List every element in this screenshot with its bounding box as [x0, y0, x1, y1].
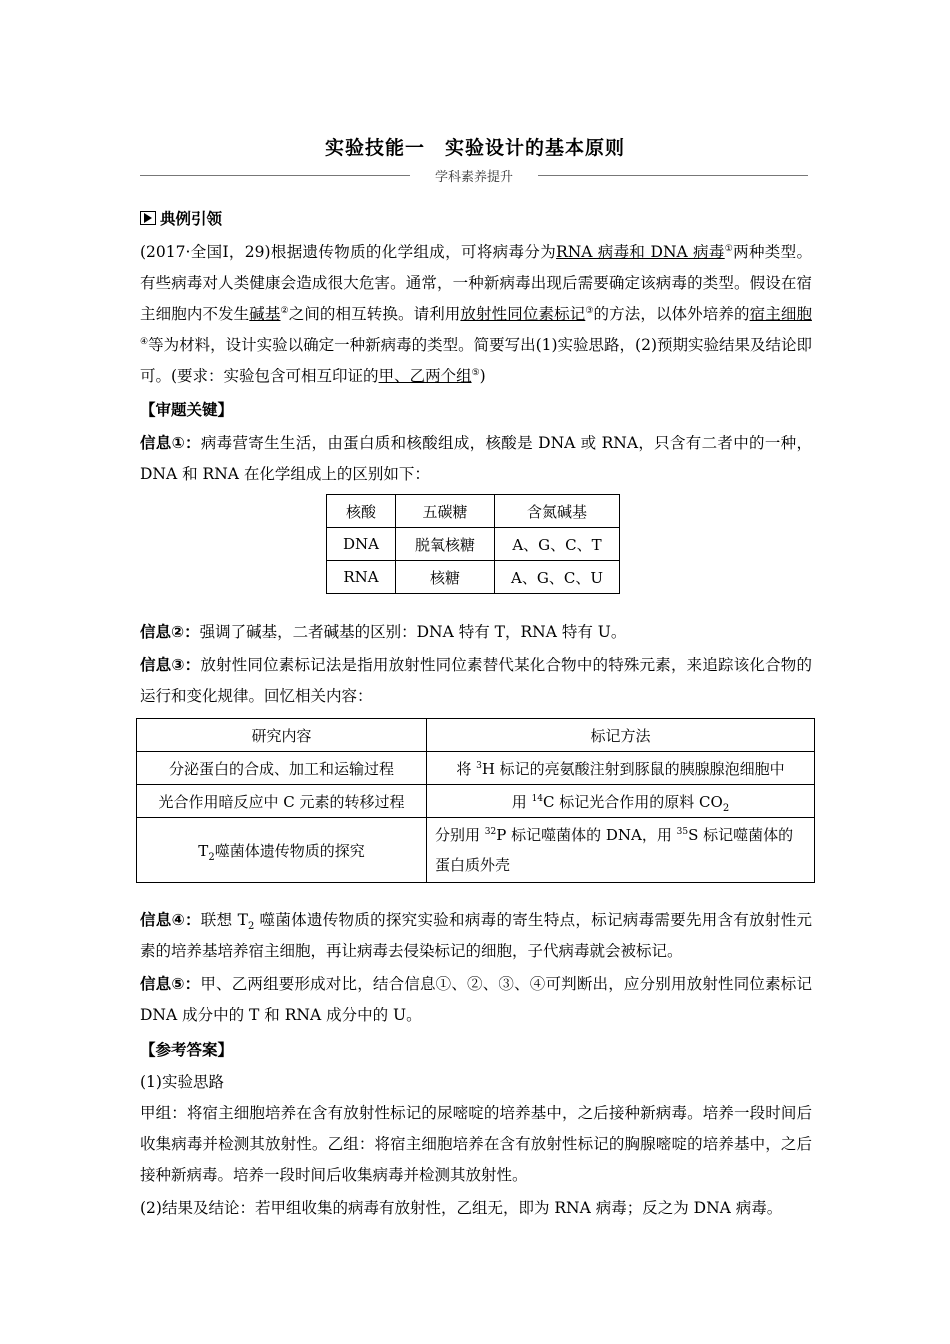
info-text: 甲、乙两组要形成对比，结合信息①、②、③、④可判断出，应分别用放射性同位素标记 DNA 成分中的 T 和 RNA 成分中的 U。	[140, 975, 812, 1024]
info-label: 信息④：	[140, 911, 201, 929]
nucleic-acid-table	[326, 494, 620, 594]
table-row	[327, 528, 620, 561]
table-header-row	[137, 719, 815, 752]
table-cell: 核糖	[396, 561, 495, 594]
section-answer-heading: 【参考答案】	[140, 1041, 234, 1059]
isotope-number: 14	[531, 793, 544, 804]
problem-part: 等为材料，设计实验以确定一种新病毒的类型。简要写出(1)实验思路，(2)预期实验结果及结论即可。(要求：实验包含可相互印证的	[140, 336, 812, 385]
info-text: 强调了碱基，二者碱基的区别：DNA 特有 T，RNA 特有 U。	[199, 623, 627, 641]
problem-part: 的方法，以体外培养的	[593, 305, 750, 323]
subscript: 2	[247, 921, 255, 933]
table-row	[327, 561, 620, 594]
section-label: 典例引领	[160, 210, 223, 228]
table-row	[137, 752, 815, 785]
isotope-number: 3	[476, 760, 482, 771]
page-title: 实验技能一 实验设计的基本原则	[324, 137, 625, 159]
problem-part: )	[479, 367, 486, 385]
cell-text: H 标记的亮氨酸注射到豚鼠的胰腺腺泡细胞中	[481, 759, 785, 778]
info-3	[140, 650, 812, 712]
info-4	[140, 905, 812, 967]
section-example-heading	[140, 204, 812, 235]
info-text: 噬菌体遗传物质的探究实验和病毒的寄生特点，标记病毒需要先用含有放射性元素的培养基培养宿主细胞，再让病毒去侵染标记的细胞，子代病毒就会被标记。	[140, 911, 813, 960]
marker: ②	[280, 305, 289, 316]
cell-text: 用	[511, 792, 532, 811]
marker: ④	[140, 336, 149, 347]
problem-part: (2017·全国Ⅰ，29)根据遗传物质的化学组成，可将病毒分为	[140, 243, 557, 261]
underlined-term: 放射性同位素标记	[460, 305, 586, 323]
underlined-term: RNA 病毒和 DNA 病毒	[556, 243, 725, 261]
underlined-term: 碱基	[249, 305, 281, 323]
play-icon	[140, 211, 156, 225]
table-cell: 脱氧核糖	[396, 528, 495, 561]
table-cell: A、G、C、U	[495, 561, 620, 594]
table-cell	[427, 818, 815, 883]
subscript: 2	[722, 802, 730, 814]
problem-text	[140, 237, 812, 392]
table-cell: 分泌蛋白的合成、加工和运输过程	[137, 752, 427, 785]
table-header: 含氮碱基	[495, 495, 620, 528]
info-label: 信息⑤：	[140, 975, 201, 993]
subscript: 2	[208, 851, 215, 863]
section-key-heading: 【审题关键】	[140, 401, 234, 419]
cell-text: 噬菌体遗传物质的探究	[214, 841, 365, 860]
problem-part: 之间的相互转换。请利用	[288, 305, 461, 323]
table-row	[137, 818, 815, 883]
info-2	[140, 617, 812, 648]
subtitle: 学科素养提升	[434, 170, 513, 185]
marker: ⑤	[471, 367, 480, 378]
table-cell	[427, 752, 815, 785]
answer-heading-1: (1)实验思路	[140, 1073, 224, 1091]
info-text: 放射性同位素标记法是指用放射性同位素替代某化合物中的特殊元素，来追踪该化合物的运行和变化规律。回忆相关内容：	[140, 656, 812, 705]
cell-text: 分别用	[435, 826, 485, 844]
info-1	[140, 428, 812, 490]
table-cell: 光合作用暗反应中 C 元素的转移过程	[137, 785, 427, 818]
rule-right	[538, 175, 808, 176]
isotope-table	[136, 718, 815, 883]
info-label: 信息③：	[140, 656, 201, 674]
marker: ③	[585, 305, 594, 316]
cell-text: 将	[456, 759, 477, 778]
table-header: 标记方法	[427, 719, 815, 752]
table-cell: RNA	[327, 561, 396, 594]
cell-text: C 标记光合作用的原料 CO	[543, 792, 723, 811]
marker: ①	[724, 243, 734, 254]
isotope-number: 35	[676, 827, 689, 837]
problem-part: 两种类型。有些病毒对人类健康会造成很大危害。通常，一种新病毒出现后需要确定该病毒的类型。假设在宿主细胞内不发生	[140, 243, 812, 323]
info-text: 联想 T	[200, 911, 248, 929]
underlined-term: 宿主细胞	[749, 305, 812, 323]
answer-paragraph-1: 甲组：将宿主细胞培养在含有放射性标记的尿嘧啶的培养基中，之后接种新病毒。培养一段时间后收集病毒并检测其放射性。乙组：将宿主细胞培养在含有放射性标记的胸腺嘧啶的培养基中，之后接种新病毒。培养一段时间后收集病毒并检测其放射性。	[140, 1104, 812, 1184]
info-text: 病毒营寄生生活，由蛋白质和核酸组成，核酸是 DNA 或 RNA，只含有二者中的一种，DNA 和 RNA 在化学组成上的区别如下：	[140, 434, 812, 483]
underlined-term: 甲、乙两个组	[378, 367, 472, 385]
table-cell: A、G、C、T	[495, 528, 620, 561]
table-header: 核酸	[327, 495, 396, 528]
table-row	[137, 785, 815, 818]
cell-text: T	[198, 841, 209, 860]
table-header: 五碳糖	[396, 495, 495, 528]
cell-text: S 标记噬菌体的蛋白质外壳	[435, 826, 794, 874]
info-5	[140, 969, 812, 1031]
table-cell	[137, 818, 427, 883]
cell-text: P 标记噬菌体的 DNA，用	[496, 826, 677, 844]
table-cell: DNA	[327, 528, 396, 561]
info-label: 信息②：	[140, 623, 200, 641]
table-header-row	[327, 495, 620, 528]
subtitle-rule	[140, 166, 808, 186]
isotope-number: 32	[484, 827, 497, 837]
table-header: 研究内容	[137, 719, 427, 752]
table-cell	[427, 785, 815, 818]
answer-paragraph-2: (2)结果及结论：若甲组收集的病毒有放射性，乙组无，即为 RNA 病毒；反之为 DNA 病毒。	[140, 1199, 783, 1217]
info-label: 信息①：	[140, 434, 201, 452]
